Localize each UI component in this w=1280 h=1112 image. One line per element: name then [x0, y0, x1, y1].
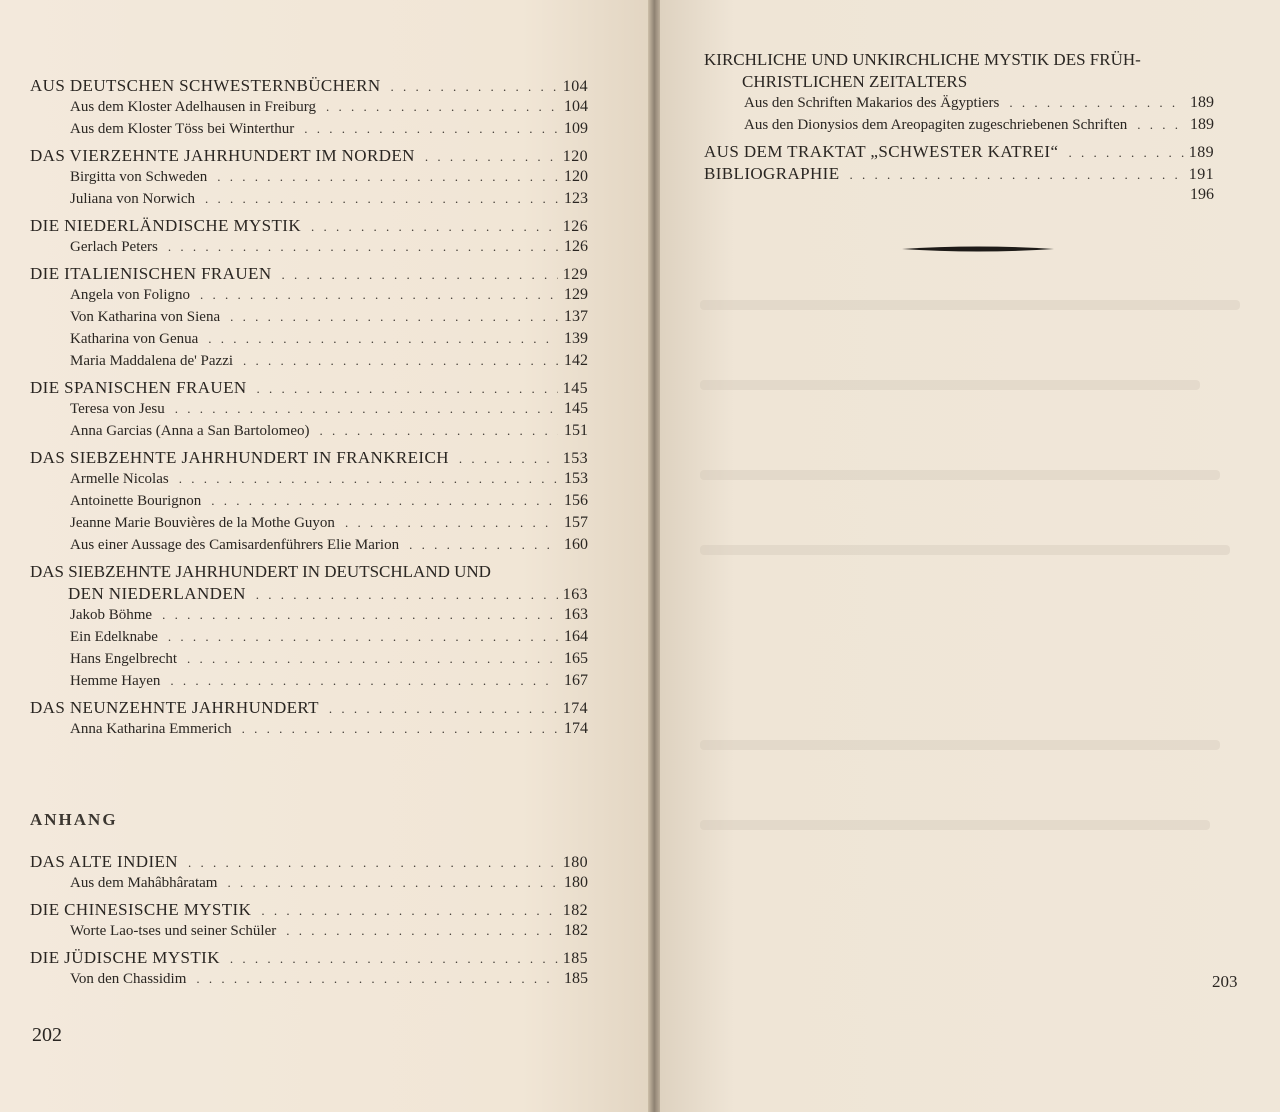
page-folio-right: 203	[1212, 972, 1238, 991]
page-number: 182	[562, 902, 588, 919]
toc-subentry-title: Aus den Dionysios dem Areopagiten zugeschriebenen Schriften	[744, 117, 1128, 133]
page-number: 196	[1190, 186, 1214, 203]
toc-heading-title: BIBLIOGRAPHIE	[704, 164, 840, 183]
toc-subentry-title: Antoinette Bourignon	[70, 493, 202, 509]
toc-heading	[30, 948, 588, 970]
toc-heading	[30, 900, 588, 922]
end-ornament	[902, 244, 1054, 254]
toc-subentry	[30, 308, 588, 330]
page-number: 185	[564, 970, 588, 987]
toc-subentry	[30, 470, 588, 492]
page-number: 104	[562, 78, 588, 95]
page-number: 185	[562, 950, 588, 967]
toc-subentry	[704, 116, 1214, 138]
toc-heading	[30, 562, 588, 584]
toc-subentry	[30, 98, 588, 120]
dot-leader	[230, 309, 558, 325]
page-number: 189	[1190, 94, 1214, 111]
toc-heading-title: DEN NIEDERLANDEN	[68, 584, 246, 603]
toc-subentry	[30, 628, 588, 650]
dot-leader	[205, 191, 558, 207]
toc-heading-title: DIE ITALIENISCHEN FRAUEN	[30, 264, 272, 283]
page-number: 180	[562, 854, 588, 871]
toc-subentry-title: Aus dem Mahâbhâratam	[70, 875, 218, 891]
dot-leader	[1137, 117, 1184, 133]
dot-leader	[459, 451, 558, 467]
toc-extra-row	[704, 186, 1214, 206]
toc-heading-title: DIE SPANISCHEN FRAUEN	[30, 378, 247, 397]
toc-heading-title: CHRISTLICHEN ZEITALTERS	[742, 72, 968, 91]
toc-subentry	[30, 874, 588, 896]
dot-leader	[345, 515, 558, 531]
toc-subentry-title: Aus dem Kloster Adelhausen in Freiburg	[70, 99, 316, 115]
toc-subentry	[30, 922, 588, 944]
toc-subentry	[30, 536, 588, 558]
toc-subentry-title: Armelle Nicolas	[70, 471, 169, 487]
page-number: 163	[562, 586, 588, 603]
page-number: 180	[564, 874, 588, 891]
page-number: 109	[564, 120, 588, 137]
toc-heading-title: DAS NEUNZEHNTE JAHRHUNDERT	[30, 698, 319, 717]
page-number: 120	[564, 168, 588, 185]
toc-heading-title: AUS DEM TRAKTAT „SCHWESTER KATREI“	[704, 142, 1059, 161]
toc-heading-title: DAS SIEBZEHNTE JAHRHUNDERT IN FRANKREICH	[30, 448, 449, 467]
bleed-through-line	[700, 380, 1200, 390]
appendix-title: ANHANG	[30, 810, 118, 829]
toc-heading-continuation	[30, 584, 588, 606]
dot-leader	[168, 239, 558, 255]
page-number: 182	[564, 922, 588, 939]
page-number: 126	[562, 218, 588, 235]
bleed-through-line	[700, 740, 1220, 750]
toc-subentry-title: Aus dem Kloster Töss bei Winterthur	[70, 121, 295, 137]
dot-leader	[175, 401, 558, 417]
toc-heading	[30, 146, 588, 168]
toc-subentry	[30, 720, 588, 742]
toc-subentry	[30, 492, 588, 514]
page-number: 153	[564, 470, 588, 487]
dot-leader	[391, 79, 558, 95]
toc-subentry-title: Teresa von Jesu	[70, 401, 165, 417]
page-number: 142	[564, 352, 588, 369]
dot-leader	[311, 219, 558, 235]
toc-subentry-title: Birgitta von Schweden	[70, 169, 208, 185]
toc-subentry	[30, 606, 588, 628]
toc-subentry-title: Ein Edelknabe	[70, 629, 158, 645]
toc-heading	[704, 164, 1214, 186]
toc-subentry-title: Hans Engelbrecht	[70, 651, 178, 667]
page-number: 164	[564, 628, 588, 645]
page-number: 174	[562, 700, 588, 717]
toc-heading-title: KIRCHLICHE UND UNKIRCHLICHE MYSTIK DES FRÜH-	[704, 50, 1141, 69]
page-number: 153	[562, 450, 588, 467]
toc-heading-title: DIE NIEDERLÄNDISCHE MYSTIK	[30, 216, 302, 235]
dot-leader	[261, 903, 558, 919]
toc-subentry	[30, 650, 588, 672]
toc-subentry	[30, 352, 588, 374]
toc-subentry-title: Anna Katharina Emmerich	[70, 721, 232, 737]
toc-subentry-title: Worte Lao-tses und seiner Schüler	[70, 923, 277, 939]
page-number: 160	[564, 536, 588, 553]
page-number: 189	[1188, 144, 1214, 161]
dot-leader	[196, 971, 558, 987]
toc-subentry-title: Jeanne Marie Bouvières de la Mothe Guyon	[70, 515, 335, 531]
toc-subentry	[30, 330, 588, 352]
dot-leader	[187, 651, 558, 667]
toc-subentry-title: Jakob Böhme	[70, 607, 153, 623]
page-number: 129	[562, 266, 588, 283]
toc-subentry	[30, 120, 588, 142]
toc-heading-title: DAS VIERZEHNTE JAHRHUNDERT IM NORDEN	[30, 146, 415, 165]
bleed-through-line	[700, 545, 1230, 555]
page-number: 104	[564, 98, 588, 115]
page-number: 145	[562, 380, 588, 397]
page-number: 189	[1190, 116, 1214, 133]
page-number: 165	[564, 650, 588, 667]
toc-heading-continuation	[704, 72, 1214, 94]
dot-leader	[211, 493, 558, 509]
page-number: 156	[564, 492, 588, 509]
page-number: 137	[564, 308, 588, 325]
toc-subentry-title: Von den Chassidim	[70, 971, 187, 987]
dot-leader	[329, 701, 558, 717]
toc-subentry-title: Hemme Hayen	[70, 673, 161, 689]
toc-heading	[30, 698, 588, 720]
toc-heading-title: DAS SIEBZEHNTE JAHRHUNDERT IN DEUTSCHLAND UND	[30, 562, 491, 581]
toc-subentry-title: Juliana von Norwich	[70, 191, 195, 207]
toc-heading	[30, 76, 588, 98]
dot-leader	[227, 875, 558, 891]
dot-leader	[326, 99, 558, 115]
page-number: 139	[564, 330, 588, 347]
dot-leader	[257, 381, 558, 397]
toc-heading	[30, 216, 588, 238]
page-folio-left: 202	[32, 1024, 62, 1046]
page-number: 191	[1188, 166, 1214, 183]
toc-subentry-title: Gerlach Peters	[70, 239, 158, 255]
dot-leader	[1068, 145, 1184, 161]
toc-subentry-title: Katharina von Genua	[70, 331, 199, 347]
page-number: 157	[564, 514, 588, 531]
toc-subentry-title: Aus den Schriften Makarios des Ägyptiers	[744, 95, 1000, 111]
dot-leader	[200, 287, 558, 303]
toc-subentry	[30, 422, 588, 444]
toc-subentry-title: Anna Garcias (Anna a San Bartolomeo)	[70, 423, 310, 439]
toc-subentry-title: Von Katharina von Siena	[70, 309, 221, 325]
toc-left-main	[30, 72, 588, 742]
dot-leader	[188, 855, 558, 871]
toc-subentry	[30, 970, 588, 992]
toc-subentry	[30, 672, 588, 694]
page-number: 126	[564, 238, 588, 255]
toc-left-appendix	[30, 848, 588, 992]
toc-subentry	[30, 286, 588, 308]
toc-heading	[30, 378, 588, 400]
dot-leader	[230, 951, 558, 967]
page-number: 174	[564, 720, 588, 737]
toc-heading-title: DIE JÜDISCHE MYSTIK	[30, 948, 220, 967]
page-number: 145	[564, 400, 588, 417]
dot-leader	[168, 629, 558, 645]
toc-subentry-title: Angela von Foligno	[70, 287, 190, 303]
dot-leader	[425, 149, 558, 165]
dot-leader	[208, 331, 558, 347]
page-number: 123	[564, 190, 588, 207]
toc-subentry	[30, 190, 588, 212]
toc-heading	[30, 852, 588, 874]
toc-heading-title: DAS ALTE INDIEN	[30, 852, 178, 871]
toc-heading-title: DIE CHINESISCHE MYSTIK	[30, 900, 252, 919]
toc-heading-title: AUS DEUTSCHEN SCHWESTERNBÜCHERN	[30, 76, 381, 95]
dot-leader	[850, 167, 1184, 183]
dot-leader	[162, 607, 558, 623]
dot-leader	[256, 587, 558, 603]
toc-subentry	[30, 238, 588, 260]
dot-leader	[1009, 95, 1184, 111]
bleed-through-line	[700, 470, 1220, 480]
toc-heading	[30, 264, 588, 286]
page-number: 120	[562, 148, 588, 165]
toc-subentry-title: Aus einer Aussage des Camisardenführers Elie Marion	[70, 537, 400, 553]
toc-subentry-title: Maria Maddalena de' Pazzi	[70, 353, 234, 369]
dot-leader	[320, 423, 558, 439]
dot-leader	[242, 721, 558, 737]
bleed-through-line	[700, 820, 1210, 830]
dot-leader	[179, 471, 558, 487]
dot-leader	[170, 673, 558, 689]
toc-heading	[30, 448, 588, 470]
toc-subentry	[30, 514, 588, 536]
page-number: 163	[564, 606, 588, 623]
toc-heading	[704, 50, 1214, 72]
toc-subentry	[30, 400, 588, 422]
dot-leader	[243, 353, 558, 369]
dot-leader	[286, 923, 558, 939]
dot-leader	[282, 267, 559, 283]
page-number: 151	[564, 422, 588, 439]
page-number: 167	[564, 672, 588, 689]
page-number: 129	[564, 286, 588, 303]
toc-subentry	[704, 94, 1214, 116]
toc-right	[704, 50, 1214, 206]
toc-heading	[704, 142, 1214, 164]
dot-leader	[217, 169, 558, 185]
dot-leader	[409, 537, 558, 553]
toc-subentry	[30, 168, 588, 190]
bleed-through-line	[700, 300, 1240, 310]
dot-leader	[304, 121, 558, 137]
